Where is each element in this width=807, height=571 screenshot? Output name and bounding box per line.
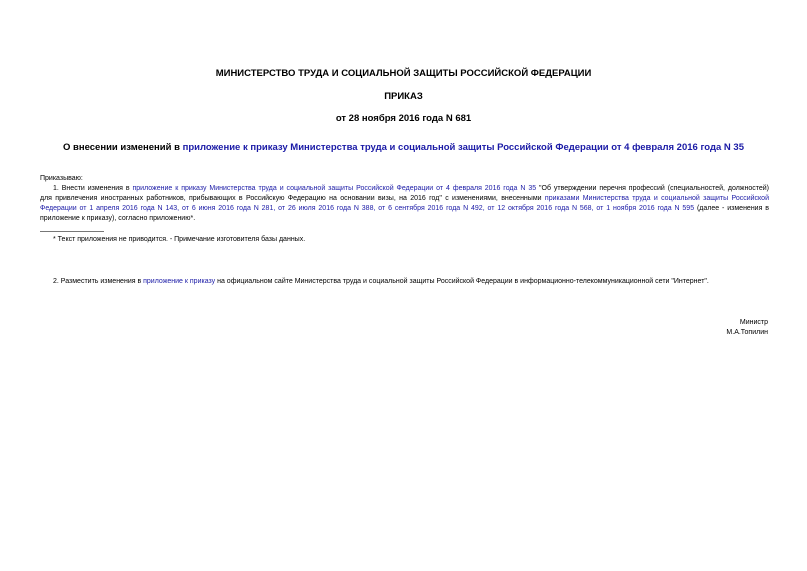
subject-heading bbox=[0, 142, 807, 154]
signature-name: М.А.Топилин bbox=[726, 329, 768, 336]
date-number-heading: от 28 ноября 2016 года N 681 bbox=[335, 113, 472, 124]
p2-appendix-link[interactable]: приложение к приказу bbox=[143, 278, 216, 285]
footnote-text: * Текст приложения не приводится. - Примечание изготовителя базы данных. bbox=[53, 236, 306, 243]
subject-prefix: О внесении изменений в bbox=[63, 142, 183, 153]
document-type-heading: ПРИКАЗ bbox=[384, 91, 423, 102]
p1-orders-link-start[interactable]: приказами Министерства труда и социальной защиты Российской bbox=[544, 195, 769, 202]
p1-text-c: для привлечения иностранных работников, прибывающих в Российскую Федерацию на основании визы, на 2016 год" с изменениями, внесенными bbox=[40, 195, 545, 202]
intro-text: Приказываю: bbox=[40, 175, 83, 182]
p1-text-a: 1. Внести изменения в bbox=[53, 185, 133, 192]
p1-text-d: (далее - изменения в bbox=[694, 205, 769, 212]
subject-link[interactable]: приложение к приказу Министерства труда и социальной защиты Российской Федерации от 4 февраля 2016 года N 35 bbox=[182, 142, 744, 153]
p2-text-a: 2. Разместить изменения в bbox=[53, 278, 144, 285]
paragraph-1-line-1 bbox=[40, 184, 769, 194]
p1-appendix-link[interactable]: приложение к приказу Министерства труда и социальной защиты Российской Федерации от 4 февраля 2016 года N 35 bbox=[132, 185, 537, 192]
paragraph-1-line-3 bbox=[40, 204, 769, 214]
footnote-divider bbox=[40, 231, 104, 232]
ministry-heading: МИНИСТЕРСТВО ТРУДА И СОЦИАЛЬНОЙ ЗАЩИТЫ РОССИЙСКОЙ ФЕДЕРАЦИИ bbox=[215, 68, 592, 79]
paragraph-1-line-4: приложение к приказу), согласно приложению*. bbox=[40, 215, 196, 222]
p1-text-b: "Об утверждении перечня профессий (специальностей, должностей) bbox=[536, 185, 769, 192]
paragraph-2 bbox=[53, 277, 709, 287]
p2-text-b: на официальном сайте Министерства труда и социальной защиты Российской Федерации в информационно-телекоммуникационной сети "Интернет". bbox=[215, 278, 709, 285]
paragraph-1-line-2 bbox=[40, 194, 769, 204]
p1-orders-link-end[interactable]: Федерации от 1 апреля 2016 года N 143, от 6 июня 2016 года N 281, от 26 июля 2016 года N 388, от 6 сентября 2016 года N 492, от 12 октября 2016 года N 568, от 1 ноября 2016 года N 595 bbox=[40, 205, 695, 212]
signature-title: Министр bbox=[739, 319, 768, 326]
